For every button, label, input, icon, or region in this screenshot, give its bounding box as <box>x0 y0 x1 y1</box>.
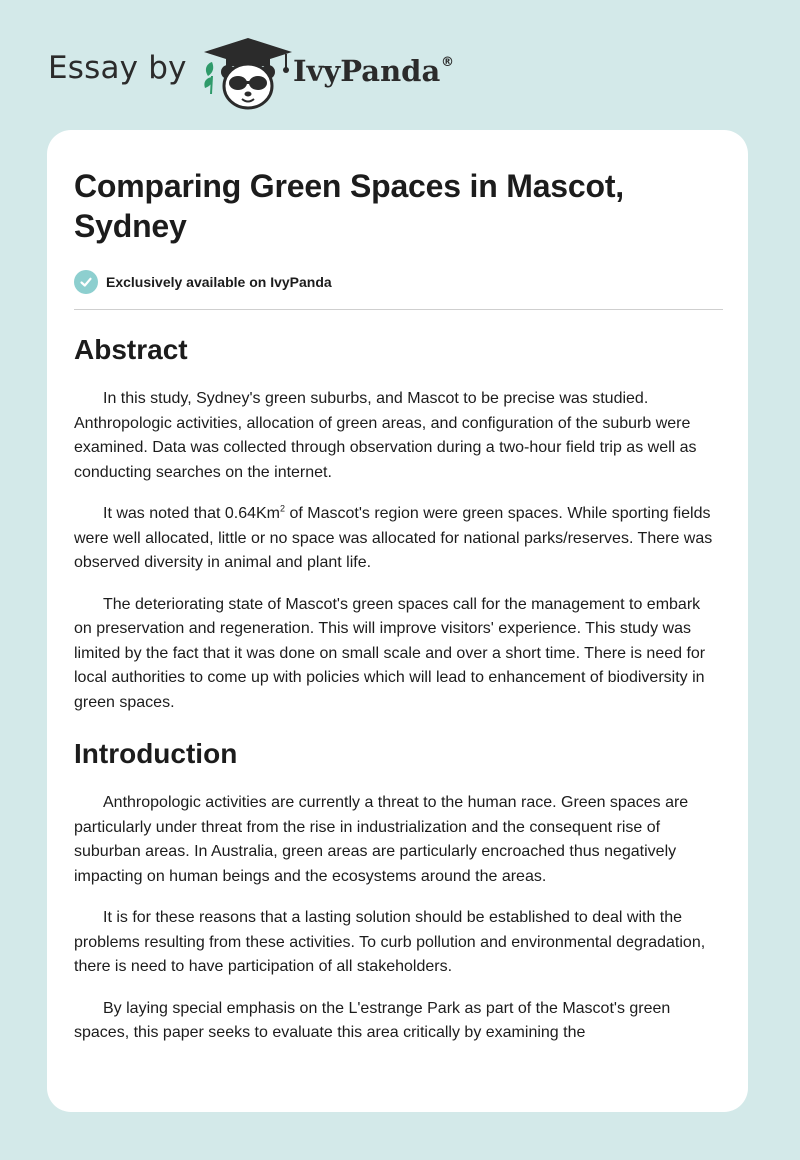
badge-label: Exclusively available on IvyPanda <box>106 274 332 290</box>
registered-mark: ® <box>441 55 454 70</box>
paragraph: The deteriorating state of Mascot's green spaces call for the management to embark on preservation and regeneration. This will improve visitors' experience. This study was limited by the fact that it was done on small scale and over a short time. There is need for local authorities to come up with policies which will lead to enhancement of biodiversity in green spaces. <box>74 595 706 711</box>
paragraph: In this study, Sydney's green suburbs, and Mascot to be precise was studied. Anthropologic activities, allocation of green areas, and configuration of the suburb were examined. Data was collected through observation during a two-hour field trip as well as conducting searches on the internet. <box>74 390 697 481</box>
paragraph <box>74 502 721 576</box>
superscript: 2 <box>280 503 286 514</box>
paragraph-text: It was noted that 0.64Km <box>103 505 280 522</box>
brand-prefix: Essay by <box>48 50 187 86</box>
exclusive-badge <box>74 270 721 294</box>
section-heading-introduction: Introduction <box>74 738 238 769</box>
paragraph: Anthropologic activities are currently a threat to the human race. Green spaces are particularly under threat from the rise in industrialization and the consequent rise of suburban areas. In Australia, green areas are particularly encroached thus negatively impacting on human beings and the ecosystems around the areas. <box>74 794 689 885</box>
page-title: Comparing Green Spaces in Mascot, Sydney <box>74 168 624 244</box>
brand-name[interactable]: IvyPanda <box>293 54 441 88</box>
divider <box>74 309 723 310</box>
check-icon <box>74 270 98 294</box>
essay-card <box>47 130 748 1112</box>
panda-logo-icon[interactable] <box>202 36 294 110</box>
paragraph: It is for these reasons that a lasting solution should be established to deal with the problems resulting from these activities. To curb pollution and environmental degradation, there is need to have participation of all stakeholders. <box>74 909 706 975</box>
section-heading-abstract: Abstract <box>74 334 188 365</box>
site-header <box>0 0 800 130</box>
paragraph: By laying special emphasis on the L'estrange Park as part of the Mascot's green spaces, this paper seeks to evaluate this area critically by examining the <box>74 999 671 1041</box>
paragraph-text: of Mascot's region were green spaces. While sporting fields were well allocated, little or no space was allocated for national parks/reserves. There was observed diversity in animal and plant life. <box>74 505 713 571</box>
